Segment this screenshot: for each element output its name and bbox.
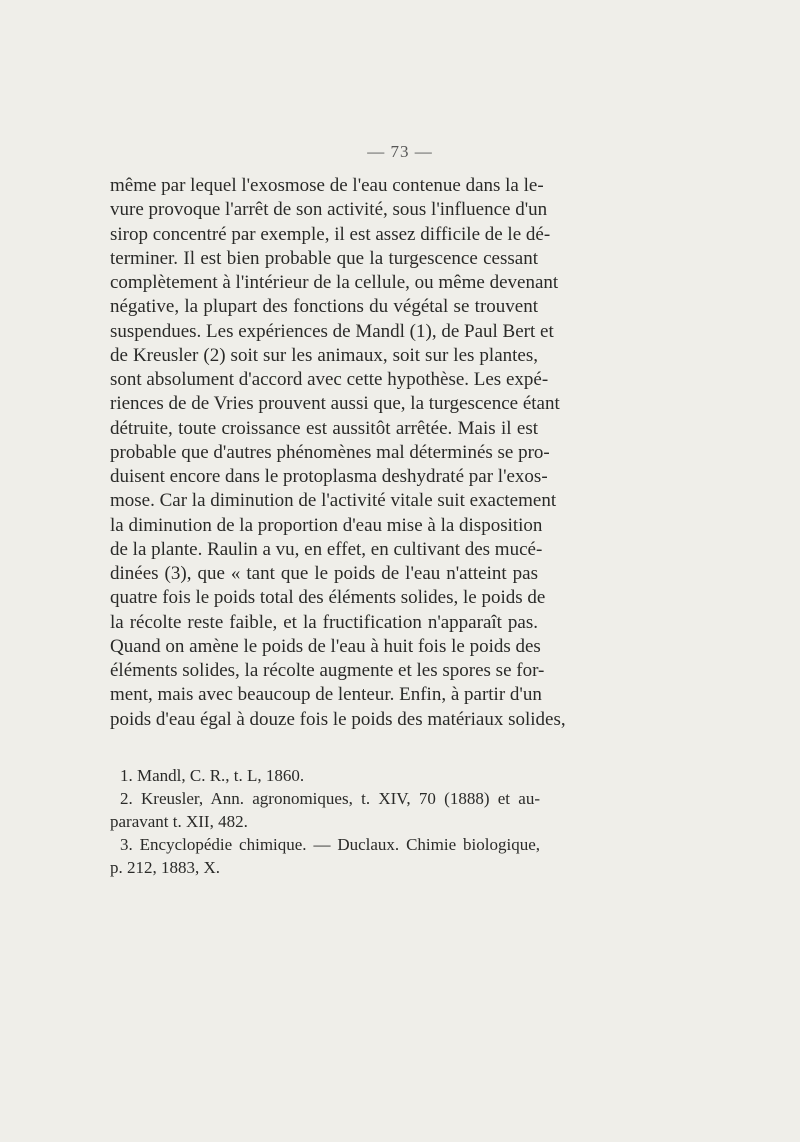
footnote-3: 3. Encyclopédie chimique. — Duclaux. Chimie biologique, xyxy=(120,835,540,854)
footnote-1: 1. Mandl, C. R., t. L, 1860. xyxy=(120,766,305,785)
page-number: — 73 — xyxy=(367,142,433,161)
footnote-2: 2. Kreusler, Ann. agronomiques, t. XIV, 70 (1888) et au- xyxy=(120,789,540,808)
body-line: vure provoque l'arrêt de son activité, sous l'influence d'un xyxy=(110,199,548,221)
body-line: de la plante. Raulin a vu, en effet, en cultivant des mucé- xyxy=(110,538,543,560)
body-line: Quand on amène le poids de l'eau à huit fois le poids des xyxy=(110,635,541,657)
body-line: riences de de Vries prouvent aussi que, la turgescence étant xyxy=(110,393,560,415)
body-line: détruite, toute croissance est aussitôt arrêtée. Mais il est xyxy=(110,417,538,439)
body-line: la diminution de la proportion d'eau mise à la disposition xyxy=(110,514,543,536)
body-line: ment, mais avec beaucoup de lenteur. Enfin, à partir d'un xyxy=(110,684,542,706)
body-line: complètement à l'intérieur de la cellule, ou même devenant xyxy=(110,272,559,293)
footnote-3-continued: p. 212, 1883, X. xyxy=(110,858,221,877)
body-line: même par lequel l'exosmose de l'eau contenue dans la le- xyxy=(110,175,544,196)
footnote-2-continued: paravant t. XII, 482. xyxy=(110,812,248,831)
body-line: probable que d'autres phénomènes mal déterminés se pro- xyxy=(110,441,550,463)
body-line: mose. Car la diminution de l'activité vitale suit exactement xyxy=(110,490,557,512)
body-line: duisent encore dans le protoplasma deshydraté par l'exos- xyxy=(110,466,548,487)
body-line: éléments solides, la récolte augmente et les spores se for- xyxy=(110,660,545,681)
footnotes xyxy=(110,764,540,879)
body-line: de Kreusler (2) soit sur les animaux, soit sur les plantes, xyxy=(110,344,538,366)
body-line: poids d'eau égal à douze fois le poids des matériaux solides, xyxy=(110,708,566,730)
body-line: quatre fois le poids total des éléments solides, le poids de xyxy=(110,587,546,609)
body-text xyxy=(110,174,566,732)
body-line: négative, la plupart des fonctions du végétal se trouvent xyxy=(110,296,538,318)
body-line: la récolte reste faible, et la fructification n'apparaît pas. xyxy=(110,611,538,633)
body-line: suspendues. Les expériences de Mandl (1), de Paul Bert et xyxy=(110,320,554,342)
body-line: sirop concentré par exemple, il est assez difficile de le dé- xyxy=(110,223,551,245)
body-line: terminer. Il est bien probable que la turgescence cessant xyxy=(110,247,538,269)
body-line: sont absolument d'accord avec cette hypothèse. Les expé- xyxy=(110,369,549,390)
body-line: dinées (3), que « tant que le poids de l'eau n'atteint pas xyxy=(110,563,538,584)
